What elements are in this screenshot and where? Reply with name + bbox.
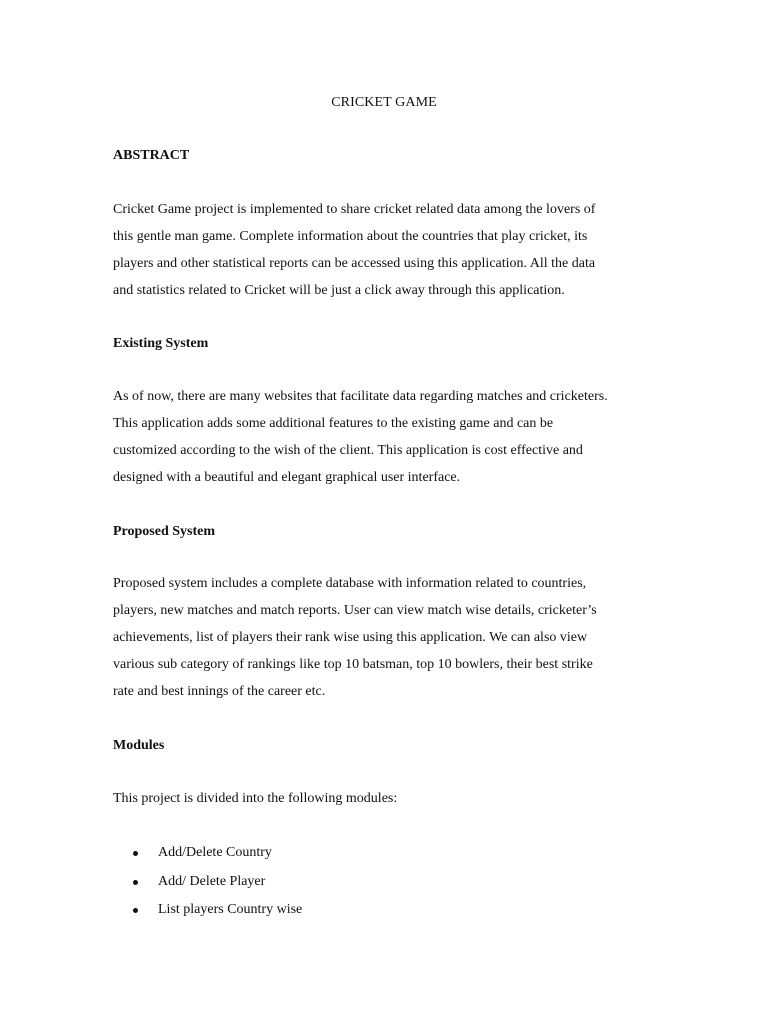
bullet-icon [133, 880, 138, 885]
abstract-line-2: this gentle man game. Complete information about the countries that play cricket, its [113, 229, 588, 244]
modules-intro-line: This project is divided into the following modules: [113, 791, 398, 806]
module-list-item-label: Add/Delete Country [158, 845, 272, 860]
existing-system-line-3: customized according to the wish of the client. This application is cost effective and [113, 443, 583, 458]
proposed-system-line-4: various sub category of rankings like top 10 batsman, top 10 bowlers, their best strike [113, 657, 593, 672]
proposed-system-line-2: players, new matches and match reports. User can view match wise details, cricketer’s [113, 603, 597, 618]
existing-system-line-2: This application adds some additional features to the existing game and can be [113, 416, 554, 431]
module-list-item-label: List players Country wise [158, 902, 303, 917]
proposed-system-line-1: Proposed system includes a complete database with information related to countries, [113, 576, 587, 591]
section-heading-proposed-system: Proposed System [113, 524, 216, 539]
section-heading-existing-system: Existing System [113, 336, 209, 351]
existing-system-line-4: designed with a beautiful and elegant graphical user interface. [113, 470, 461, 485]
module-list-item-label: Add/ Delete Player [158, 874, 266, 889]
abstract-line-3: players and other statistical reports can be accessed using this application. All the data [113, 256, 596, 271]
document-title: CRICKET GAME [331, 95, 437, 110]
bullet-icon [133, 851, 138, 856]
proposed-system-line-3: achievements, list of players their rank wise using this application. We can also view [113, 630, 588, 645]
section-heading-abstract: ABSTRACT [113, 148, 190, 163]
bullet-icon [133, 908, 138, 913]
existing-system-line-1: As of now, there are many websites that facilitate data regarding matches and cricketers. [113, 389, 608, 404]
abstract-line-1: Cricket Game project is implemented to share cricket related data among the lovers of [113, 202, 596, 217]
proposed-system-line-5: rate and best innings of the career etc. [113, 684, 326, 699]
abstract-line-4: and statistics related to Cricket will be just a click away through this application. [113, 283, 565, 298]
section-heading-modules: Modules [113, 738, 165, 753]
